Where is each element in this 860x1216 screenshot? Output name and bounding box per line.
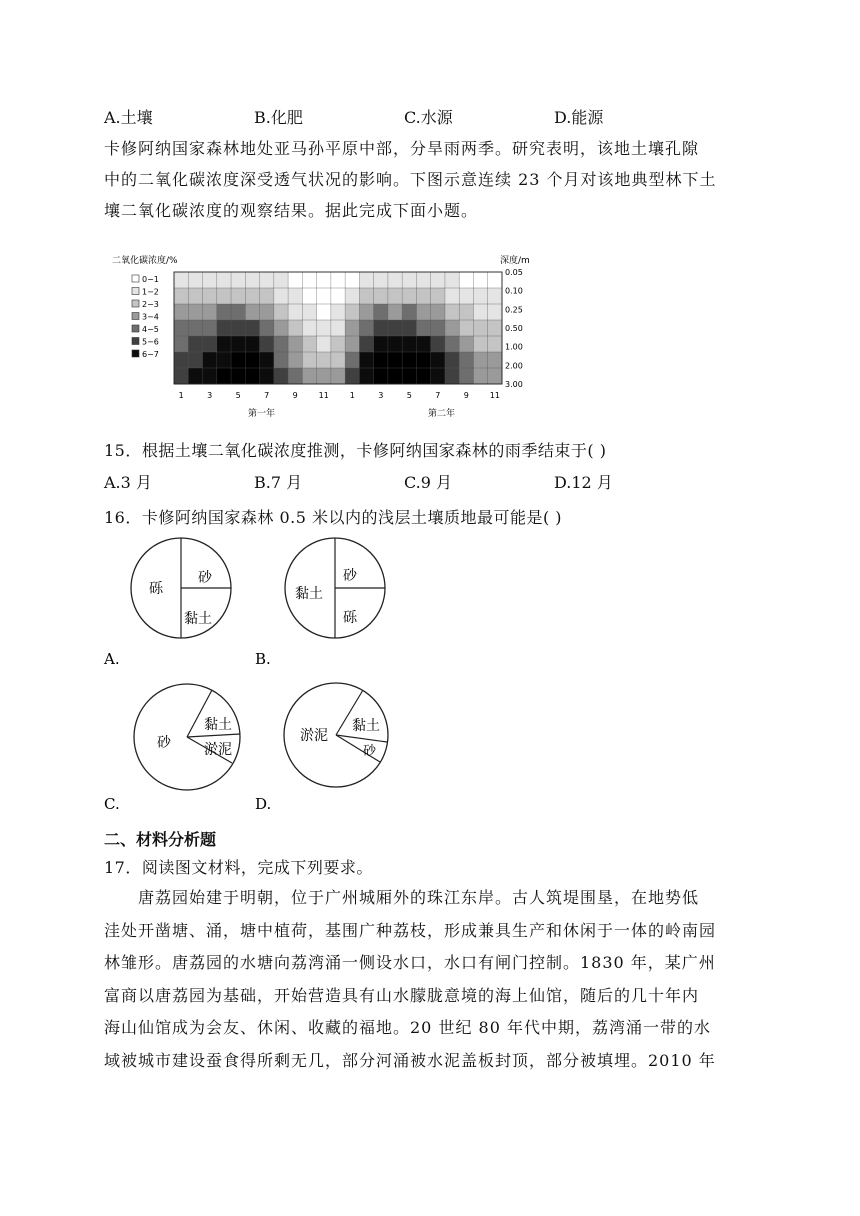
chart-left-axis-title: 二氧化碳浓度/% [112,256,178,266]
heatmap-cell [174,320,189,336]
heatmap-cell [245,272,260,288]
legend-swatch [132,313,139,320]
heatmap-cell [288,352,303,368]
heatmap-cell [416,336,431,352]
heatmap-cell [217,304,232,320]
pie-c-slice-label: 砂 [157,735,171,751]
section-title: 二、材料分析题 [104,830,217,849]
heatmap-cell [245,336,260,352]
chart-plot-area [174,272,502,384]
heatmap-cell [174,352,189,368]
heatmap-cell [488,352,503,368]
q15-option-b: B.7 月 [254,473,303,492]
month-tick-label: 7 [435,391,441,400]
pie-b-slice-label: 黏土 [295,586,323,602]
heatmap-cell [345,336,360,352]
heatmap-cell [359,368,374,384]
heatmap-cell [260,288,275,304]
month-tick-label: 3 [378,391,384,400]
heatmap-cell [402,272,417,288]
heatmap-cell [402,288,417,304]
q17-line: 唐荔园始建于明朝，位于广州城厢外的珠江东岸。古人筑堤围垦，在地势低 [104,888,700,907]
legend-label: 2−3 [142,300,159,309]
heatmap-cell [388,368,403,384]
legend-swatch [132,350,139,357]
depth-tick-label: 0.05 [505,268,523,277]
heatmap-cell [302,352,317,368]
heatmap-cell [231,336,246,352]
heatmap-cell [302,336,317,352]
depth-tick-label: 1.00 [505,342,523,352]
heatmap-cell [188,336,203,352]
heatmap-cell [203,272,218,288]
heatmap-cell [288,336,303,352]
heatmap-cell [260,368,275,384]
heatmap-cell [302,288,317,304]
heatmap-cell [203,352,218,368]
heatmap-cell [431,320,446,336]
heatmap-cell [217,352,232,368]
heatmap-cell [274,272,289,288]
pie-c-label: C. [104,795,120,810]
pie-a-slice-label: 砂 [198,570,212,586]
heatmap-cell [431,304,446,320]
heatmap-cell [231,320,246,336]
heatmap-cell [317,368,332,384]
heatmap-cell [388,272,403,288]
heatmap-cell [445,368,460,384]
heatmap-cell [188,288,203,304]
q17-stem: 17．阅读图文材料，完成下列要求。 [104,858,373,877]
heatmap-cell [188,368,203,384]
heatmap-cell [288,304,303,320]
heatmap-cell [388,304,403,320]
heatmap-cell [374,320,389,336]
heatmap-cell [488,272,503,288]
legend-swatch [132,288,139,295]
chart-depth-ticks [505,268,523,389]
heatmap-cell [459,368,474,384]
month-tick-label: 11 [489,391,500,400]
month-tick-label: 5 [235,391,241,400]
legend-label: 4−5 [142,325,159,334]
heatmap-cell [473,336,488,352]
heatmap-cell [317,288,332,304]
heatmap-cell [302,320,317,336]
heatmap-cell [345,368,360,384]
heatmap-cell [416,368,431,384]
legend-swatch [132,338,139,345]
heatmap-cell [260,304,275,320]
heatmap-cell [359,272,374,288]
heatmap-cell [331,272,346,288]
heatmap-cell [188,304,203,320]
heatmap-cell [473,304,488,320]
heatmap-cell [416,352,431,368]
q15-stem: 15．根据土壤二氧化碳浓度推测，卡修阿纳国家森林的雨季结束于( ) [104,441,607,460]
heatmap-cell [245,288,260,304]
heatmap-cell [374,304,389,320]
heatmap-cell [345,352,360,368]
pie-d-label: D. [255,795,272,810]
heatmap-cell [402,336,417,352]
month-tick-label: 9 [463,391,469,400]
q14-option-a: A.土壤 [104,108,153,127]
pie-b-slice-label: 砾 [343,610,357,626]
heatmap-cell [288,272,303,288]
heatmap-cell [317,352,332,368]
heatmap-cell [488,368,503,384]
heatmap-cell [245,304,260,320]
heatmap-cell [174,304,189,320]
legend-label: 5−6 [142,337,159,347]
legend-label: 6−7 [142,350,159,359]
heatmap-cell [402,304,417,320]
heatmap-cell [217,288,232,304]
heatmap-cell [459,272,474,288]
legend-swatch [132,275,139,282]
q15-option-d: D.12 月 [554,473,613,492]
pie-a-slice-label: 黏土 [184,611,212,627]
intro-paragraph [104,133,754,226]
heatmap-cell [231,288,246,304]
heatmap-cell [416,288,431,304]
month-tick-label: 11 [318,391,329,400]
heatmap-cell [388,288,403,304]
heatmap-cell [174,336,189,352]
heatmap-cell [274,320,289,336]
heatmap-cell [473,368,488,384]
heatmap-cell [331,304,346,320]
heatmap-cell [359,336,374,352]
heatmap-cell [374,272,389,288]
q14-option-b: B.化肥 [254,108,303,127]
pie-b-slice-label: 砂 [343,568,357,584]
heatmap-cell [431,288,446,304]
heatmap-cell [459,288,474,304]
q17-line: 富商以唐荔园为基础，开始营造具有山水朦胧意境的海上仙馆，随后的几十年内 [104,985,700,1005]
heatmap-cell [188,320,203,336]
heatmap-cell [402,352,417,368]
heatmap-cell [416,272,431,288]
heatmap-cell [231,272,246,288]
legend-label: 1−2 [142,287,159,297]
heatmap-cell [345,272,360,288]
heatmap-cell [374,352,389,368]
depth-tick-label: 3.00 [505,380,523,389]
heatmap-cell [245,352,260,368]
chart-right-axis-title: 深度/m [500,256,530,266]
heatmap-cell [445,352,460,368]
heatmap-cell [445,304,460,320]
heatmap-cell [217,368,232,384]
heatmap-cell [188,272,203,288]
heatmap-cell [374,336,389,352]
heatmap-cell [245,368,260,384]
depth-tick-label: 2.00 [505,361,523,371]
month-tick-label: 7 [264,391,270,400]
month-tick-label: 1 [178,391,184,400]
heatmap-cell [274,304,289,320]
heatmap-cell [274,352,289,368]
heatmap-cell [188,352,203,368]
q15-option-c: C.9 月 [404,473,453,492]
heatmap-cell [473,352,488,368]
heatmap-cell [488,336,503,352]
heatmap-cell [260,352,275,368]
heatmap-cell [345,304,360,320]
co2-concentration-chart [108,250,548,420]
heatmap-cell [231,304,246,320]
heatmap-cell [331,368,346,384]
heatmap-cell [359,304,374,320]
heatmap-cell [302,272,317,288]
heatmap-cell [459,320,474,336]
heatmap-cell [317,336,332,352]
pie-a-slice-label: 砾 [149,581,163,597]
heatmap-cell [260,320,275,336]
heatmap-cell [445,336,460,352]
pie-option-b [285,538,385,638]
depth-tick-label: 0.10 [505,286,523,296]
heatmap-cell [388,352,403,368]
heatmap-cell [445,272,460,288]
heatmap-cell [473,272,488,288]
heatmap-cell [374,368,389,384]
heatmap-cell [174,368,189,384]
heatmap-cell [302,368,317,384]
heatmap-cell [203,368,218,384]
heatmap-cell [288,320,303,336]
pie-c-slice-label: 黏土 [204,717,232,733]
heatmap-cell [231,368,246,384]
heatmap-cell [431,352,446,368]
heatmap-cell [245,320,260,336]
heatmap-cell [473,320,488,336]
heatmap-cell [217,336,232,352]
q17-paragraph [104,882,754,1077]
pie-b-label: B. [255,650,271,668]
heatmap-cell [488,288,503,304]
q17-line: 林雏形。唐荔园的水塘向荔湾涌一侧设水口，水口有闸门控制。1830 年，某广州 [104,953,716,972]
chart-month-ticks [179,391,500,400]
heatmap-cell [260,272,275,288]
heatmap-cell [445,288,460,304]
heatmap-cell [374,288,389,304]
heatmap-cell [331,352,346,368]
q17-line: 海山仙馆成为会友、休闲、收藏的福地。20 世纪 80 年代中期，荔湾涌一带的水 [104,1018,711,1037]
heatmap-cell [203,320,218,336]
pie-option-c [134,684,240,790]
heatmap-cell [203,336,218,352]
month-tick-label: 3 [207,391,213,400]
soil-pie-charts [100,530,420,810]
pie-d-slice-label: 淤泥 [300,728,328,744]
heatmap-cell [274,288,289,304]
heatmap-cell [260,336,275,352]
heatmap-cell [416,304,431,320]
intro-line: 中的二氧化碳浓度深受透气状况的影响。下图示意连续 23 个月对该地典型林下土 [104,170,717,189]
q14-option-c: C.水源 [404,108,453,127]
heatmap-cell [331,288,346,304]
heatmap-cell [402,320,417,336]
month-tick-label: 9 [292,391,298,400]
heatmap-cell [288,368,303,384]
heatmap-cell [388,320,403,336]
heatmap-cell [331,336,346,352]
heatmap-cell [217,272,232,288]
heatmap-cell [217,320,232,336]
legend-swatch [132,300,139,307]
heatmap-cell [288,288,303,304]
heatmap-cell [359,352,374,368]
heatmap-cell [431,336,446,352]
intro-line: 卡修阿纳国家森林地处亚马孙平原中部，分旱雨两季。研究表明，该地土壤孔隙 [104,139,700,158]
heatmap-cell [345,320,360,336]
heatmap-cell [317,304,332,320]
depth-tick-label: 0.50 [505,324,523,333]
heatmap-cell [317,320,332,336]
heatmap-cell [416,320,431,336]
heatmap-cell [359,288,374,304]
pie-c-slice-label: 淤泥 [204,742,232,758]
pie-a-label: A. [104,650,120,668]
heatmap-cell [203,288,218,304]
q17-line: 洼处开凿塘、涌，塘中植荷，基围广种荔枝，形成兼具生产和休闲于一体的岭南园 [104,920,717,940]
heatmap-cell [345,288,360,304]
q15-option-a: A.3 月 [104,473,152,492]
heatmap-cell [459,352,474,368]
heatmap-cell [274,368,289,384]
pie-d-slice-label: 黏土 [352,718,380,734]
pie-option-a [131,538,231,638]
legend-label: 0−1 [142,275,159,284]
chart-year-label-2: 第二年 [428,409,456,419]
pie-option-d [284,683,388,787]
heatmap-cell [231,352,246,368]
pie-d-slice-label: 砂 [363,744,377,759]
legend-swatch [132,325,139,332]
heatmap-cell [203,304,218,320]
heatmap-cell [459,304,474,320]
heatmap-cell [488,320,503,336]
legend-label: 3−4 [142,312,159,322]
q16-stem: 16．卡修阿纳国家森林 0.5 米以内的浅层土壤质地最可能是( ) [104,508,563,527]
heatmap-cell [388,336,403,352]
heatmap-cell [431,272,446,288]
month-tick-label: 5 [406,391,412,400]
chart-legend [132,275,159,359]
heatmap-cell [431,368,446,384]
depth-tick-label: 0.25 [505,305,523,315]
heatmap-cell [331,320,346,336]
heatmap-cell [274,336,289,352]
intro-line: 壤二氧化碳浓度的观察结果。据此完成下面小题。 [104,201,479,220]
heatmap-cell [445,320,460,336]
heatmap-cell [459,336,474,352]
chart-year-label-1: 第一年 [248,409,276,419]
q14-option-d: D.能源 [554,108,604,127]
heatmap-cell [488,304,503,320]
heatmap-cell [473,288,488,304]
heatmap-cell [359,320,374,336]
heatmap-cell [174,272,189,288]
heatmap-cell [317,272,332,288]
heatmap-cell [302,304,317,320]
month-tick-label: 1 [349,391,355,400]
heatmap-cell [402,368,417,384]
q17-line: 域被城市建设蚕食得所剩无几，部分河涌被水泥盖板封顶，部分被填埋。2010 年 [104,1050,716,1070]
heatmap-cell [174,288,189,304]
